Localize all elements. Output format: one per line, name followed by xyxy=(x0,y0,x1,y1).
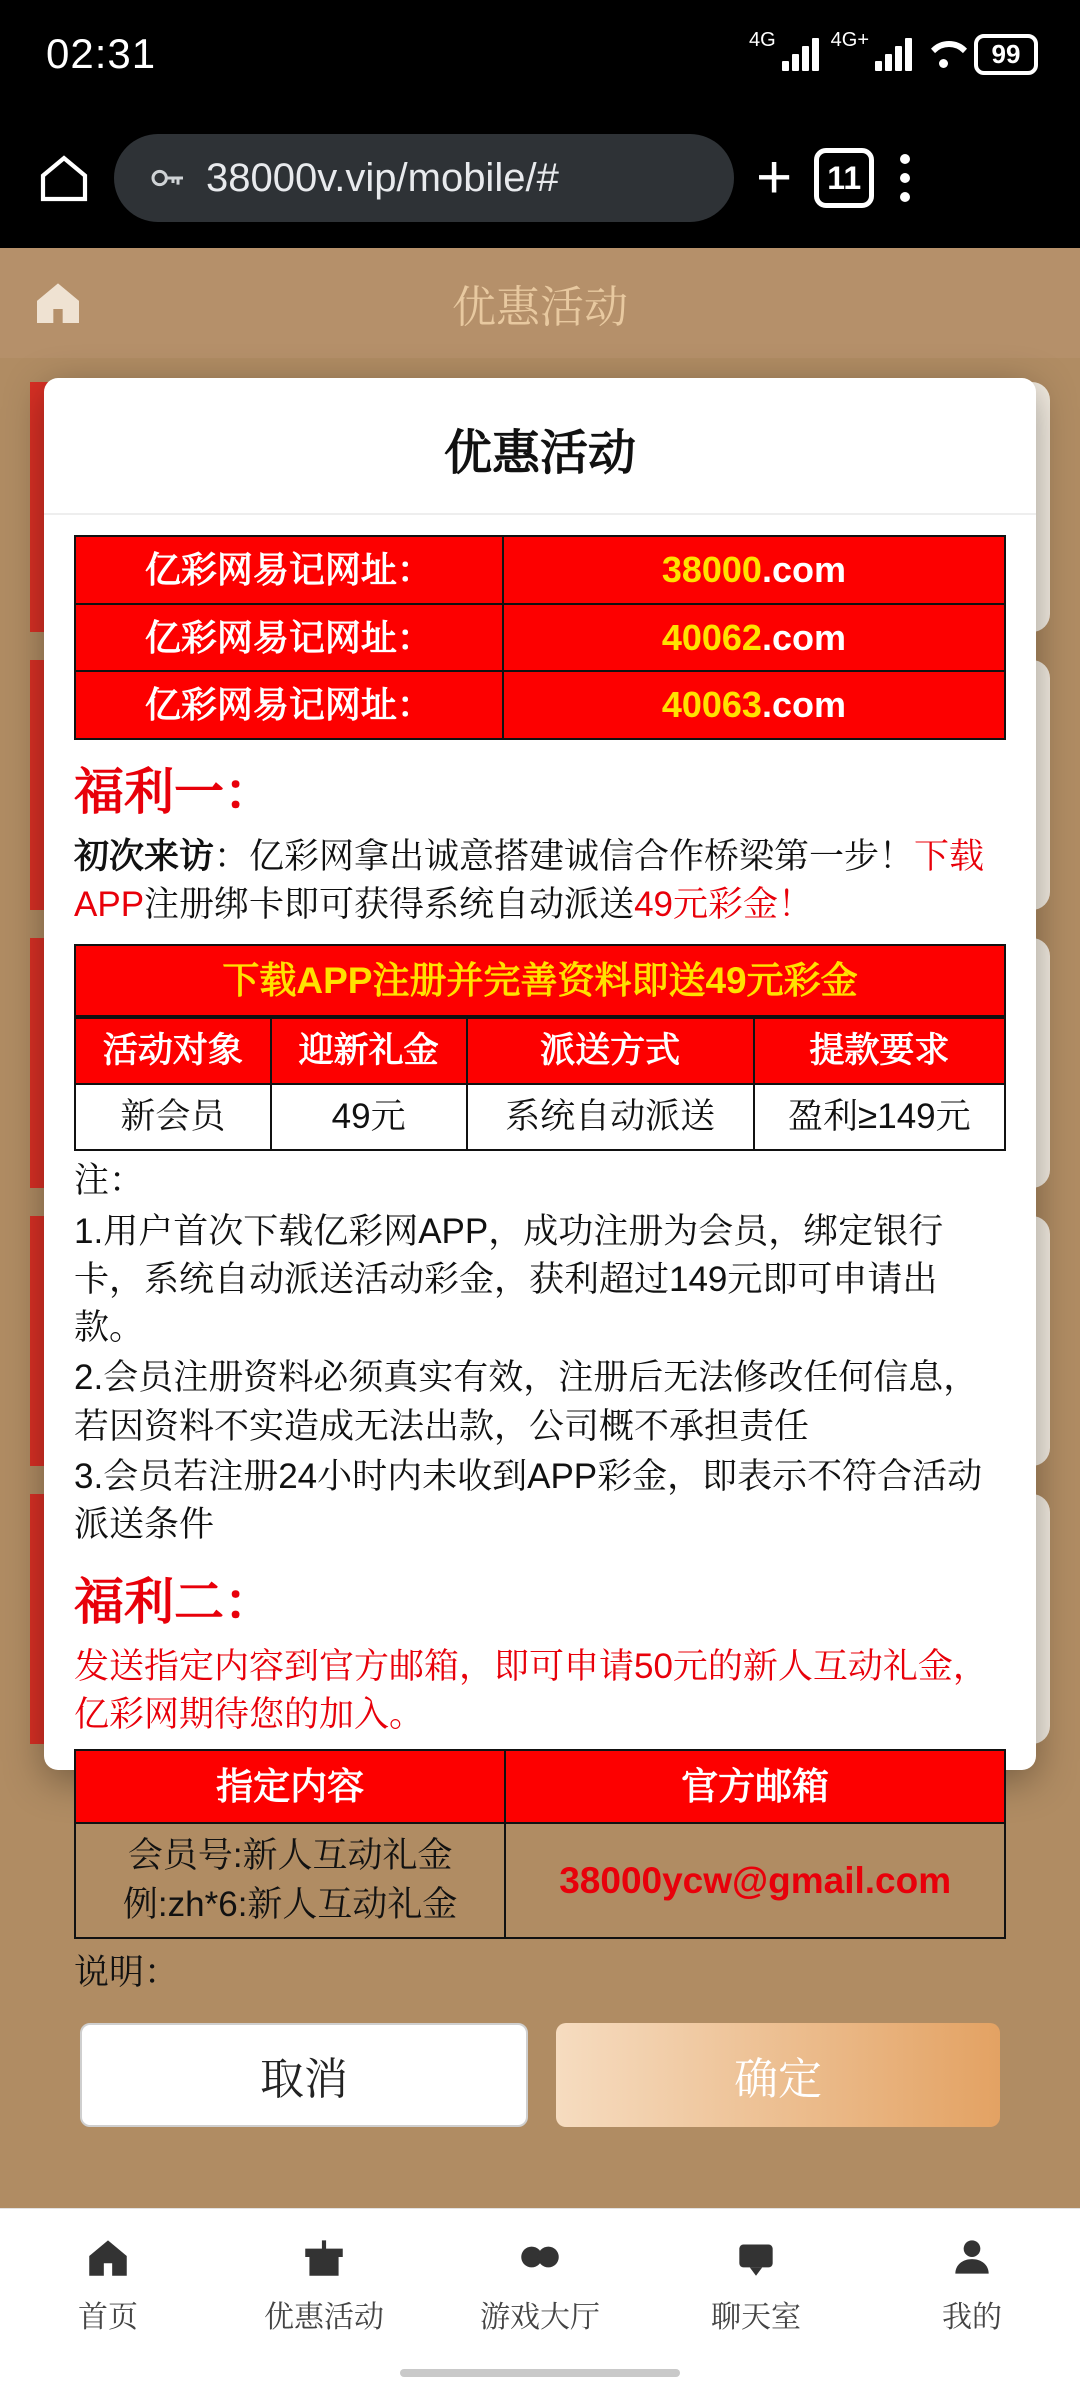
status-time: 02:31 xyxy=(46,30,157,77)
address-bar[interactable] xyxy=(114,134,734,222)
url-suffix: .com xyxy=(761,616,846,658)
column-header: 提款要求 xyxy=(754,1018,1005,1084)
cell-content xyxy=(75,1823,505,1938)
benefit-one-text-2: 注册绑卡即可获得系统自动派送 xyxy=(144,885,635,925)
cell-target: 新会员 xyxy=(75,1084,271,1150)
bonus-detail-table xyxy=(74,1017,1006,1152)
signal-bars-icon-2 xyxy=(875,37,912,71)
gesture-bar xyxy=(0,2358,1080,2388)
nav-label: 聊天室 xyxy=(711,2300,801,2334)
dialog-body xyxy=(44,515,1036,1997)
note-item: 3.会员若注册24小时内未收到APP彩金，即表示不符合活动派送条件 xyxy=(74,1457,983,1545)
column-header: 活动对象 xyxy=(75,1018,271,1084)
table-header-row xyxy=(75,1750,1005,1823)
nav-item-profile[interactable] xyxy=(864,2232,1080,2336)
dialog-footer xyxy=(44,1997,1036,2163)
cell-gift: 49元 xyxy=(271,1084,467,1150)
url-label: 亿彩网易记网址： xyxy=(75,536,503,604)
url-value xyxy=(503,671,1005,739)
url-suffix: .com xyxy=(761,549,846,590)
table-row xyxy=(75,671,1005,739)
column-header: 派送方式 xyxy=(467,1018,754,1084)
url-label: 亿彩网易记网址： xyxy=(75,671,503,739)
url-suffix: .com xyxy=(761,684,846,726)
column-header: 官方邮箱 xyxy=(505,1750,1005,1823)
page-content xyxy=(0,248,1080,2208)
cell-method: 系统自动派送 xyxy=(467,1084,754,1150)
url-number: 40062 xyxy=(661,616,762,658)
mirror-url-table xyxy=(74,535,1006,740)
explanation-label: 说明： xyxy=(74,1952,180,1992)
tab-switcher-button[interactable]: 11 xyxy=(814,148,874,208)
benefit-two-text: 发送指定内容到官方邮箱，即可申请50元的新人互动礼金，亿彩网期待您的加入。 xyxy=(74,1646,988,1734)
benefit-two-title: 福利二： xyxy=(74,1573,274,1630)
page-title: 优惠活动 xyxy=(452,283,628,332)
promotion-dialog xyxy=(44,378,1036,2105)
url-number: 40063 xyxy=(661,684,762,726)
nav-label: 首页 xyxy=(78,2300,138,2334)
nav-item-game-hall[interactable] xyxy=(432,2232,648,2336)
benefit-one-title: 福利一： xyxy=(74,764,274,821)
content-line-2: 例:zh*6:新人互动礼金 xyxy=(122,1884,458,1924)
home-icon xyxy=(79,2232,137,2282)
user-icon xyxy=(943,2232,1001,2282)
browser-toolbar xyxy=(0,108,1080,248)
bonus-banner: 下载APP注册并完善资料即送49元彩金 xyxy=(74,944,1006,1017)
network-label-2: 4G+ xyxy=(830,28,869,51)
column-header: 迎新礼金 xyxy=(271,1018,467,1084)
network-label-1: 4G xyxy=(748,28,776,51)
bottom-navigation xyxy=(0,2208,1080,2358)
kebab-menu-icon[interactable] xyxy=(896,154,914,202)
table-row xyxy=(75,1084,1005,1150)
cancel-button[interactable]: 取消 xyxy=(80,2023,528,2127)
nav-label: 我的 xyxy=(942,2300,1002,2334)
benefit-one-text-3: ！ xyxy=(778,885,814,925)
gift-icon xyxy=(295,2232,353,2282)
notes-label: 注： xyxy=(74,1161,145,1201)
table-row xyxy=(75,604,1005,672)
benefit-one-paragraph xyxy=(74,833,1006,930)
nav-label: 游戏大厅 xyxy=(480,2300,600,2334)
cell-requirement: 盈利≥149元 xyxy=(754,1084,1005,1150)
column-header: 指定内容 xyxy=(75,1750,505,1823)
status-bar xyxy=(0,0,1080,108)
benefit-one-text-1: ：亿彩网拿出诚意搭建诚信合作桥梁第一步！ xyxy=(214,837,915,877)
nav-item-promotions[interactable] xyxy=(216,2232,432,2336)
battery-indicator: 99 xyxy=(974,34,1038,75)
nav-label: 优惠活动 xyxy=(264,2300,384,2334)
dialog-title: 优惠活动 xyxy=(44,378,1036,515)
wifi-icon xyxy=(924,39,962,69)
nav-item-chat[interactable] xyxy=(648,2232,864,2336)
terms-notes xyxy=(74,1157,1006,1549)
url-value xyxy=(503,604,1005,672)
download-app-highlight: 下载APP xyxy=(74,837,985,925)
table-row xyxy=(75,1823,1005,1938)
chat-icon xyxy=(727,2232,785,2282)
note-item: 1.用户首次下载亿彩网APP，成功注册为会员，绑定银行卡，系统自动派送活动彩金，获利超过149元即可申请出款。 xyxy=(74,1211,944,1348)
signal-bars-icon-1 xyxy=(782,37,819,71)
url-label: 亿彩网易记网址： xyxy=(75,604,503,672)
home-icon[interactable] xyxy=(36,150,92,206)
email-instruction-table xyxy=(74,1749,1006,1939)
official-email: 38000ycw@gmail.com xyxy=(505,1823,1005,1938)
site-home-icon[interactable] xyxy=(30,274,86,335)
new-tab-button[interactable]: + xyxy=(756,143,793,212)
status-icons xyxy=(748,28,1038,75)
first-visit-label: 初次来访 xyxy=(74,837,215,877)
table-row xyxy=(75,536,1005,604)
site-header xyxy=(0,248,1080,358)
url-text: 38000v.vip/mobile/# xyxy=(206,155,559,200)
site-info-icon xyxy=(148,161,188,195)
url-number: 38000 xyxy=(661,549,762,590)
game-icon xyxy=(511,2232,569,2282)
nav-item-home[interactable] xyxy=(0,2232,216,2336)
url-value xyxy=(503,536,1005,604)
content-line-1: 会员号:新人互动礼金 xyxy=(127,1836,453,1876)
note-item: 2.会员注册资料必须真实有效，注册后无法修改任何信息，若因资料不实造成无法出款，公司概不承担责任 xyxy=(74,1358,979,1446)
confirm-button[interactable]: 确定 xyxy=(556,2023,1000,2127)
bonus-amount-highlight: 49元彩金 xyxy=(634,885,778,925)
table-header-row xyxy=(75,1018,1005,1084)
